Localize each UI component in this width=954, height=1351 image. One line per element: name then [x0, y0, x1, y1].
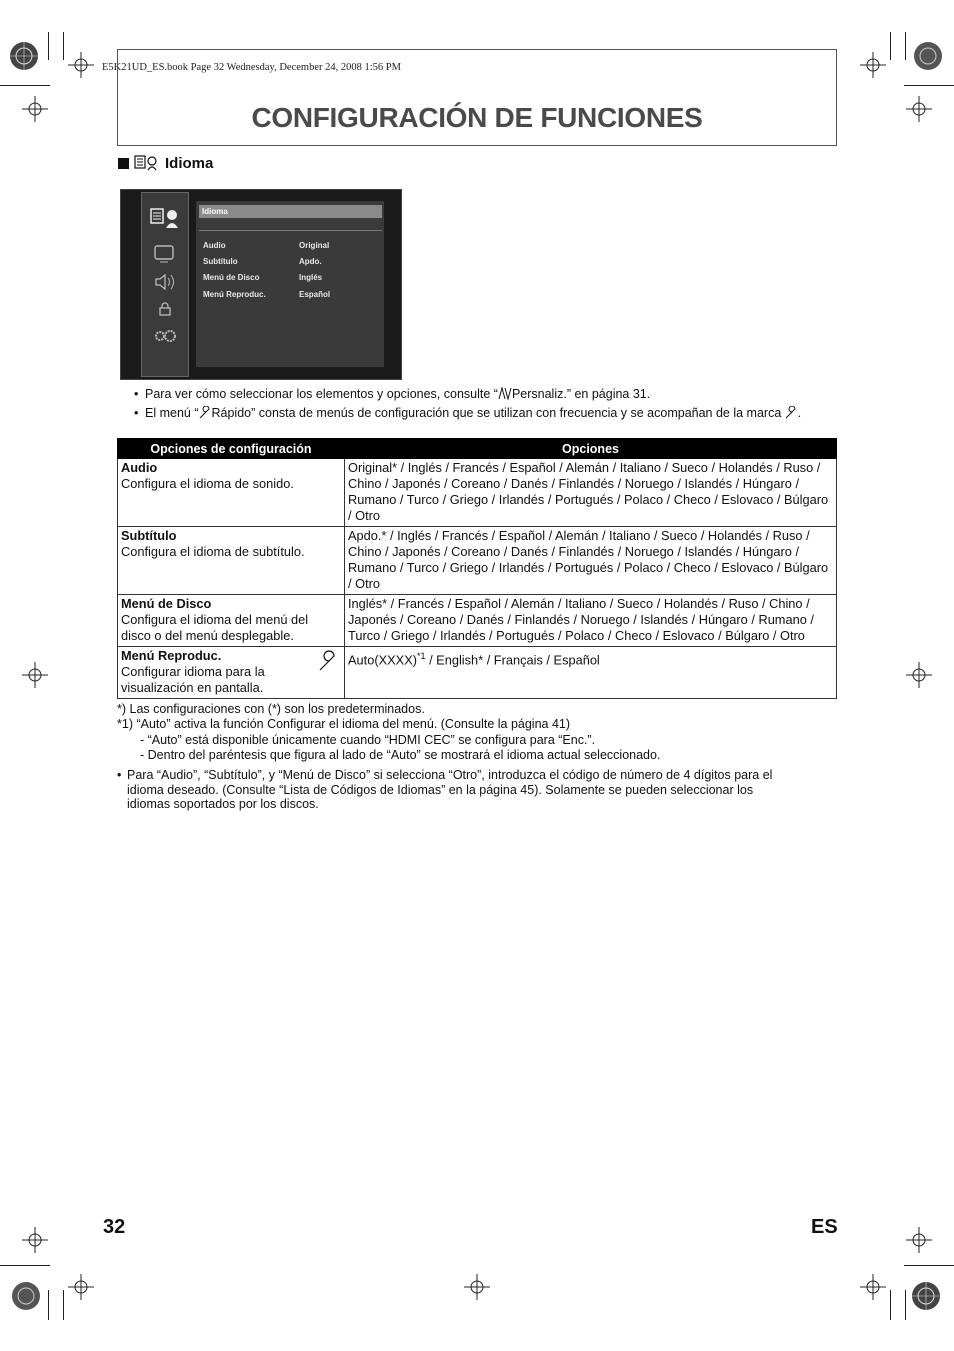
- bullet-text: .: [797, 406, 802, 420]
- personalize-icon: [498, 387, 512, 400]
- crosshair-icon: [906, 662, 932, 688]
- setting-description: Configura el idioma del menú del disco o del menú desplegable.: [121, 612, 309, 643]
- osd-row-label[interactable]: Menú Reproduc.: [203, 290, 266, 299]
- section-title: Idioma: [165, 154, 214, 172]
- table-header: [118, 439, 837, 459]
- wrench-icon: [199, 406, 212, 419]
- table-row: [118, 595, 837, 647]
- bullet-text: Rápido” consta de menús de configuración que se utilizan con frecuencia y se acompañan de la marca: [211, 406, 782, 420]
- osd-row-value: Apdo.: [299, 257, 322, 266]
- options-text: Auto(XXXX): [348, 652, 417, 668]
- setting-options: Inglés* / Francés / Español / Alemán / Italiano / Sueco / Holandés / Ruso / Chino / Japonés / Coreano / Danés / Finlandés / Noruego / Islandés / Húngaro / Rumano / Turco / Griego / Irlandés / Portugués / Polaco / Checo / Eslovaco / Búlgaro / Otro: [345, 595, 837, 647]
- bullet-dot: •: [117, 768, 122, 782]
- osd-row-value: Original: [299, 241, 330, 250]
- setting-options: [345, 647, 837, 699]
- registration-target-icon: [8, 40, 40, 72]
- setting-description: Configurar idioma para la visualización en pantalla.: [121, 664, 265, 695]
- note-other: Para “Audio”, “Subtítulo”, y “Menú de Disco” si selecciona “Otro”, introduzca el código de número de 4 dígitos para el: [127, 768, 773, 782]
- registration-target-icon: [912, 40, 944, 72]
- language-settings-icon: [134, 154, 160, 172]
- language-code: ES: [811, 1216, 838, 1238]
- note-sub: - Dentro del paréntesis que figura al lado de “Auto” se mostrará el idioma actual seleccionado.: [140, 748, 661, 762]
- gears-icon: [152, 327, 178, 345]
- table-row: [118, 527, 837, 595]
- setting-options: Original* / Inglés / Francés / Español / Alemán / Italiano / Sueco / Holandés / Ruso / Chino / Japonés / Coreano / Danés / Finlandés / Noruego / Islandés / Húngaro / Rumano / Turco / Griego / Irlandés / Portugués / Polaco / Checo / Eslovaco / Búlgaro / Otro: [345, 459, 837, 527]
- note-auto: *1) “Auto” activa la función Configurar el idioma del menú. (Consulte la página 41): [117, 717, 571, 731]
- crosshair-icon: [860, 52, 886, 78]
- column-header: Opciones: [345, 439, 837, 459]
- audio-icon: [152, 272, 178, 292]
- osd-panel-title: Idioma: [199, 205, 382, 218]
- crosshair-icon: [860, 1274, 886, 1300]
- wrench-icon: [318, 650, 340, 672]
- note-other: idioma deseado. (Consulte “Lista de Códigos de Idiomas” en la página 45). Solamente se pueden seleccionar los: [127, 783, 754, 797]
- display-icon: [153, 244, 177, 264]
- crosshair-icon: [906, 96, 932, 122]
- crosshair-icon: [906, 1227, 932, 1253]
- bullet-item: • El menú “ Rápido” consta de menús de configuración que se utilizan con frecuencia y se acompañan de la marca .: [134, 406, 802, 420]
- crosshair-icon: [68, 52, 94, 78]
- column-header: Opciones de configuración: [118, 439, 345, 459]
- options-text: / English* / Français / Español: [425, 652, 600, 668]
- osd-row-value: Inglés: [299, 273, 323, 282]
- osd-panel: [196, 201, 384, 367]
- crosshair-icon: [68, 1274, 94, 1300]
- osd-row-label[interactable]: Menú de Disco: [203, 273, 260, 282]
- osd-row-label[interactable]: Subtítulo: [203, 257, 238, 266]
- registration-target-icon: [10, 1280, 42, 1312]
- square-bullet-icon: [118, 158, 129, 169]
- language-settings-icon: [149, 206, 181, 230]
- footnote-mark: *1: [417, 651, 426, 661]
- bullet-item: • Para ver cómo seleccionar los elementos y opciones, consulte “ Persnaliz.” en página 31.: [134, 387, 651, 401]
- bullet-text: Persnaliz.” en página 31.: [511, 387, 651, 401]
- setting-name: Subtítulo: [121, 528, 177, 543]
- setting-name: Menú de Disco: [121, 596, 212, 611]
- setting-description: Configura el idioma de subtítulo.: [121, 544, 305, 559]
- crosshair-icon: [22, 1227, 48, 1253]
- section-heading: [118, 154, 213, 172]
- setting-name: Menú Reproduc.: [121, 648, 222, 663]
- wrench-icon: [785, 406, 798, 419]
- osd-row-value: Español: [299, 290, 331, 299]
- note-other: idiomas soportados por los discos.: [127, 797, 319, 811]
- bullet-text: Para ver cómo seleccionar los elementos y opciones, consulte “: [145, 387, 498, 401]
- bullet-text: El menú “: [145, 406, 199, 420]
- page-number: 32: [103, 1216, 126, 1238]
- setting-options: Apdo.* / Inglés / Francés / Español / Alemán / Italiano / Sueco / Holandés / Ruso / Chino / Japonés / Coreano / Danés / Finlandés / Noruego / Islandés / Húngaro / Rumano / Turco / Griego / Irlandés / Portugués / Polaco / Checo / Eslovaco / Búlgaro / Otro: [345, 527, 837, 595]
- osd-row-label[interactable]: Audio: [203, 241, 226, 250]
- file-info: E5K21UD_ES.book Page 32 Wednesday, December 24, 2008 1:56 PM: [102, 62, 401, 73]
- note-sub: - “Auto” está disponible únicamente cuando “HDMI CEC” se configura para “Enc.”.: [140, 733, 596, 747]
- setting-name: Audio: [121, 460, 158, 475]
- options-table: [117, 438, 837, 699]
- setting-description: Configura el idioma de sonido.: [121, 476, 294, 491]
- crosshair-icon: [22, 662, 48, 688]
- page-title: CONFIGURACIÓN DE FUNCIONES: [251, 102, 703, 133]
- crosshair-icon: [22, 96, 48, 122]
- table-row: [118, 647, 837, 699]
- crosshair-icon: [464, 1274, 490, 1300]
- registration-target-icon: [910, 1280, 942, 1312]
- lock-icon: [157, 301, 173, 317]
- divider: [199, 230, 382, 231]
- note-default: *) Las configuraciones con (*) son los predeterminados.: [117, 702, 425, 716]
- table-row: [118, 459, 837, 527]
